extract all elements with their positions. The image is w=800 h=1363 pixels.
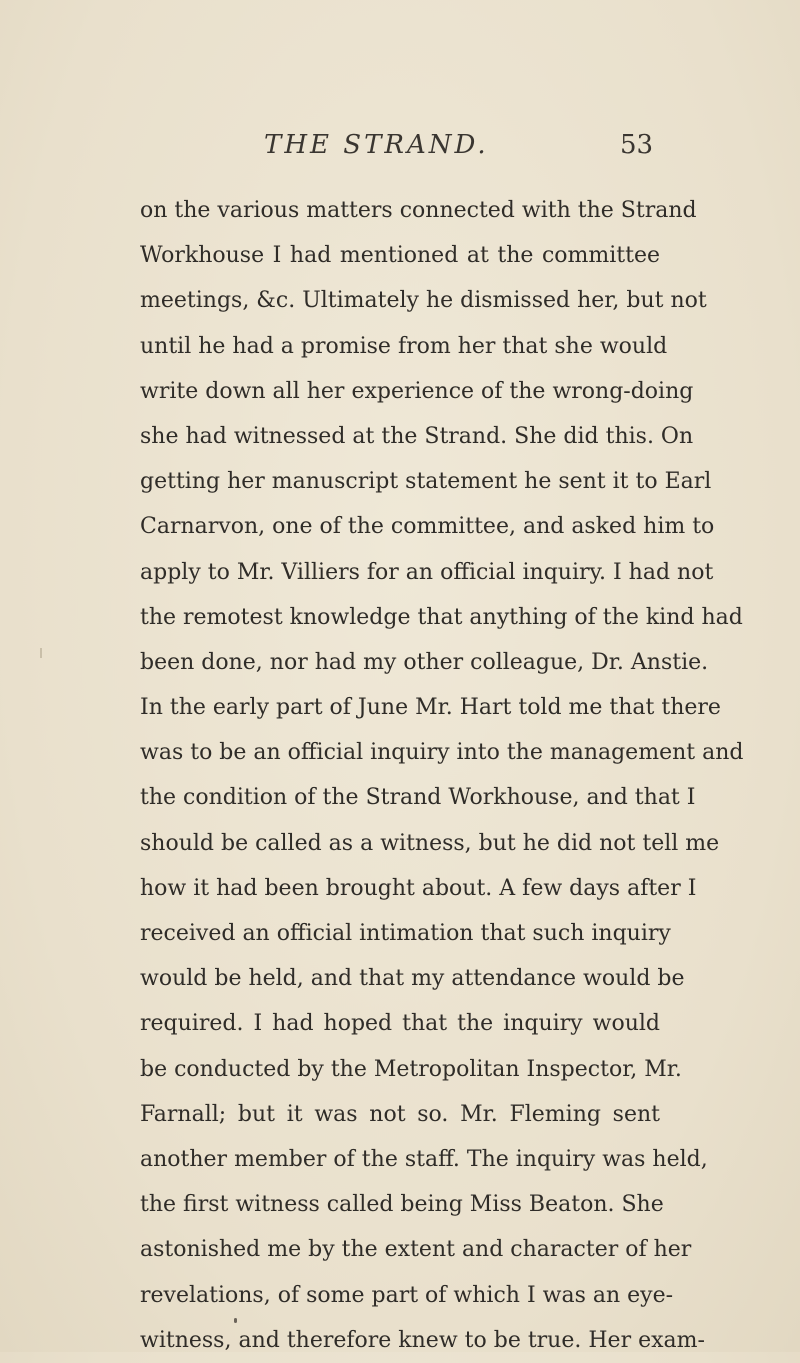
paper-mark: [40, 648, 42, 658]
text-line: how it had been brought about. A few days after I: [140, 875, 697, 901]
body-text: [140, 188, 744, 1363]
text-line: Workhouse I had mentioned at the committee: [140, 243, 660, 269]
text-line: until he had a promise from her that she would: [140, 333, 668, 359]
text-line: In the early part of June Mr. Hart told me that there: [140, 695, 721, 721]
text-line: apply to Mr. Villiers for an official inquiry. I had not: [140, 559, 714, 585]
text-line: be conducted by the Metropolitan Inspector, Mr.: [140, 1056, 682, 1082]
text-line: the first witness called being Miss Beaton. She: [140, 1192, 664, 1218]
text-line: been done, nor had my other colleague, Dr. Anstie.: [140, 649, 709, 675]
text-line: witness, and therefore knew to be true. Her exam-: [140, 1327, 705, 1353]
text-line: received an official intimation that such inquiry: [140, 921, 671, 946]
text-line: another member of the staff. The inquiry was held,: [140, 1146, 708, 1172]
text-line: on the various matters connected with the Strand: [140, 198, 697, 223]
text-line: she had witnessed at the Strand. She did this. On: [140, 423, 694, 449]
text-line: getting her manuscript statement he sent it to Earl: [140, 469, 712, 495]
text-line: write down all her experience of the wrong-doing: [140, 378, 694, 404]
text-line: required. I had hoped that the inquiry would: [140, 1011, 660, 1037]
ink-speck: [234, 1318, 237, 1323]
text-line: was to be an official inquiry into the management and: [140, 740, 744, 766]
page-number: 53: [620, 130, 654, 160]
text-line: astonished me by the extent and character of her: [140, 1237, 692, 1263]
text-line: Carnarvon, one of the committee, and asked him to: [140, 514, 715, 540]
text-line: meetings, &c. Ultimately he dismissed her, but not: [140, 288, 707, 314]
text-line: would be held, and that my attendance would be: [140, 966, 685, 992]
running-head: [0, 130, 800, 170]
text-line: Farnall; but it was not so. Mr. Fleming sent: [140, 1101, 660, 1127]
text-line: the remotest knowledge that anything of the kind had: [140, 604, 743, 630]
text-line: the condition of the Strand Workhouse, and that I: [140, 785, 696, 811]
running-title: THE STRAND.: [264, 130, 489, 160]
text-line: should be called as a witness, but he did not tell me: [140, 830, 720, 856]
text-line: revelations, of some part of which I was an eye-: [140, 1282, 674, 1308]
